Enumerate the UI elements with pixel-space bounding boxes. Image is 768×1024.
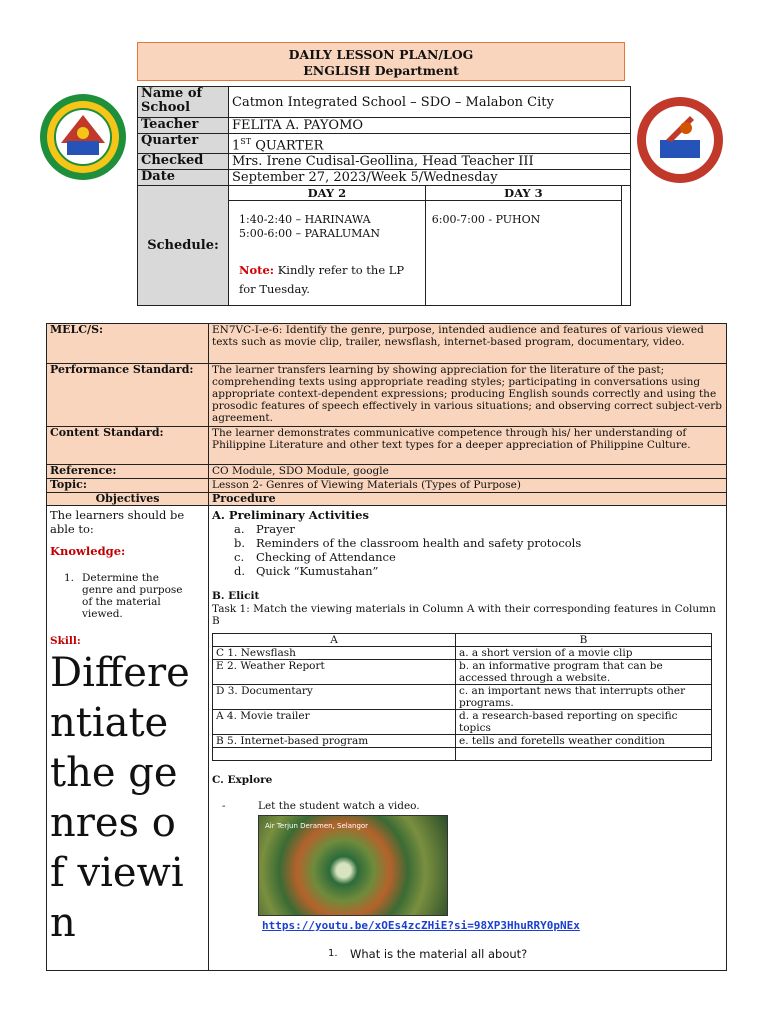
matching-row: [213, 748, 712, 761]
content-standard-value: The learner demonstrates communicative competence through his/ her understanding of Philippine Literature and other text types for a deeper appreciation of Philippine Culture.: [209, 427, 727, 465]
preliminary-item: [234, 564, 723, 578]
quarter-value: [229, 134, 631, 154]
topic-value: Lesson 2- Genres of Viewing Materials (Types of Purpose): [209, 479, 727, 493]
teacher-value: FELITA A. PAYOMO: [229, 118, 631, 134]
note-label: Note:: [239, 263, 275, 278]
date-label: Date: [138, 170, 229, 186]
header-title: DAILY LESSON PLAN/LOG: [288, 47, 474, 62]
column-a-header: A: [213, 634, 456, 647]
question-1-number: 1.: [328, 948, 338, 959]
preliminary-list: [234, 522, 723, 578]
task1-instruction: Task 1: Match the viewing materials in Column A with their corresponding features in Column B: [212, 603, 716, 627]
content-standard-label: Content Standard:: [47, 427, 209, 465]
matching-cell-b: [456, 748, 712, 761]
matching-row: [213, 710, 712, 735]
objectives-cell: [47, 506, 209, 971]
lesson-info-table: [137, 86, 631, 306]
day2-header: DAY 2: [229, 186, 425, 201]
skill-label: Skill:: [50, 635, 81, 647]
day2-slot-1: 1:40-2:40 – HARINAWA: [239, 213, 371, 227]
matching-cell-b: b. an informative program that can be accessed through a website.: [456, 660, 712, 685]
matching-cell-a: C 1. Newsflash: [213, 647, 456, 660]
matching-row: [213, 660, 712, 685]
knowledge-item-text: Determine the genre and purpose of the material viewed.: [82, 572, 183, 620]
teacher-label: Teacher: [138, 118, 229, 134]
explore-instruction-text: Let the student watch a video.: [258, 800, 420, 812]
column-b-header: B: [456, 634, 712, 647]
schedule-cell: [229, 186, 631, 306]
performance-standard-label: Performance Standard:: [47, 364, 209, 427]
matching-cell-b: a. a short version of a movie clip: [456, 647, 712, 660]
matching-row: [213, 735, 712, 748]
explore-bullet: -: [222, 800, 226, 812]
question-1: [328, 947, 723, 961]
preliminary-item-letter: d.: [234, 564, 246, 578]
matching-cell-a: B 5. Internet-based program: [213, 735, 456, 748]
objectives-header: Objectives: [47, 493, 209, 506]
matching-cell-b: e. tells and foretells weather condition: [456, 735, 712, 748]
skill-text: Differe ntiate the genres of viewin: [50, 650, 190, 946]
school-label: Name of School: [138, 87, 229, 118]
preliminary-title: A. Preliminary Activities: [212, 508, 369, 522]
preliminary-item: [234, 536, 723, 550]
video-link-text[interactable]: https://youtu.be/xOEs4zcZHiE?si=98XP3HhuRRY0pNEx: [262, 919, 580, 932]
preliminary-item-text: Checking of Attendance: [256, 550, 396, 564]
preliminary-item-text: Reminders of the classroom health and safety protocols: [256, 536, 582, 550]
day3-schedule: [425, 201, 621, 306]
school-logo-left: [39, 93, 127, 181]
header-department: ENGLISH Department: [303, 63, 459, 78]
objectives-intro: The learners should be able to:: [50, 508, 185, 536]
quarter-word: QUARTER: [255, 138, 324, 154]
topic-label: Topic:: [47, 479, 209, 493]
explore-instruction: [212, 799, 723, 813]
document-header: [137, 42, 625, 81]
melc-label: MELC/S:: [47, 324, 209, 364]
note-text: Kindly refer to the LP for Tuesday.: [239, 263, 405, 297]
matching-table: [212, 633, 712, 761]
english-department-logo-right: [636, 96, 724, 184]
knowledge-item-number: 1.: [63, 572, 74, 584]
matching-rows: [213, 647, 712, 761]
day3-header: DAY 3: [425, 186, 621, 201]
video-thumbnail[interactable]: [258, 815, 448, 916]
preliminary-item-letter: b.: [234, 536, 246, 550]
video-link[interactable]: [262, 918, 723, 933]
preliminary-item-text: Prayer: [256, 522, 295, 536]
preliminary-item-text: Quick “Kumustahan”: [256, 564, 379, 578]
quarter-number: 1: [232, 138, 241, 154]
schedule-table: [229, 186, 622, 305]
matching-cell-a: [213, 748, 456, 761]
day3-slot-1: 6:00-7:00 - PUHON: [431, 213, 541, 227]
procedure-header: Procedure: [209, 493, 727, 506]
matching-cell-b: d. a research-based reporting on specific topics: [456, 710, 712, 735]
preliminary-item: [234, 550, 723, 564]
procedure-cell: [209, 506, 727, 971]
video-caption: Air Terjun Deramen, Selangor: [265, 822, 369, 830]
day2-slot-2: 5:00-6:00 – PARALUMAN: [239, 227, 380, 241]
checked-value: Mrs. Irene Cudisal-Geollina, Head Teacher III: [229, 154, 631, 170]
school-value: Catmon Integrated School – SDO – Malabon City: [229, 87, 631, 118]
preliminary-item-letter: c.: [234, 550, 245, 564]
day2-schedule: [229, 201, 425, 306]
quarter-label: Quarter: [138, 134, 229, 154]
knowledge-item: [50, 572, 205, 620]
matching-row: [213, 647, 712, 660]
matching-cell-a: A 4. Movie trailer: [213, 710, 456, 735]
melc-value: EN7VC-I-e-6: Identify the genre, purpose, intended audience and features of various viewed texts such as movie clip, trailer, newsflash, internet-based program, documentary, video.: [209, 324, 727, 364]
explore-title: C. Explore: [212, 774, 273, 786]
schedule-label: Schedule:: [138, 186, 229, 306]
question-1-text: What is the material all about?: [350, 947, 528, 961]
preliminary-item-letter: a.: [234, 522, 245, 536]
matching-cell-a: D 3. Documentary: [213, 685, 456, 710]
quarter-superscript: ST: [240, 137, 252, 146]
day2-note: [239, 261, 415, 299]
performance-standard-value: The learner transfers learning by showing appreciation for the literature of the past; comprehending texts using appropriate reading styles; participating in conversations using appropriate context-dependent expressions; producing English sounds correctly and using the prosodic features of speech effectively in various situations; and observing correct subject-verb agreement.: [209, 364, 727, 427]
knowledge-label: Knowledge:: [50, 544, 126, 558]
date-value: September 27, 2023/Week 5/Wednesday: [229, 170, 631, 186]
elicit-title: B. Elicit: [212, 590, 260, 602]
lesson-main-table: [46, 323, 727, 971]
matching-row: [213, 685, 712, 710]
checked-label: Checked: [138, 154, 229, 170]
reference-label: Reference:: [47, 465, 209, 479]
matching-cell-b: c. an important news that interrupts other programs.: [456, 685, 712, 710]
reference-value: CO Module, SDO Module, google: [209, 465, 727, 479]
matching-cell-a: E 2. Weather Report: [213, 660, 456, 685]
preliminary-item: [234, 522, 723, 536]
